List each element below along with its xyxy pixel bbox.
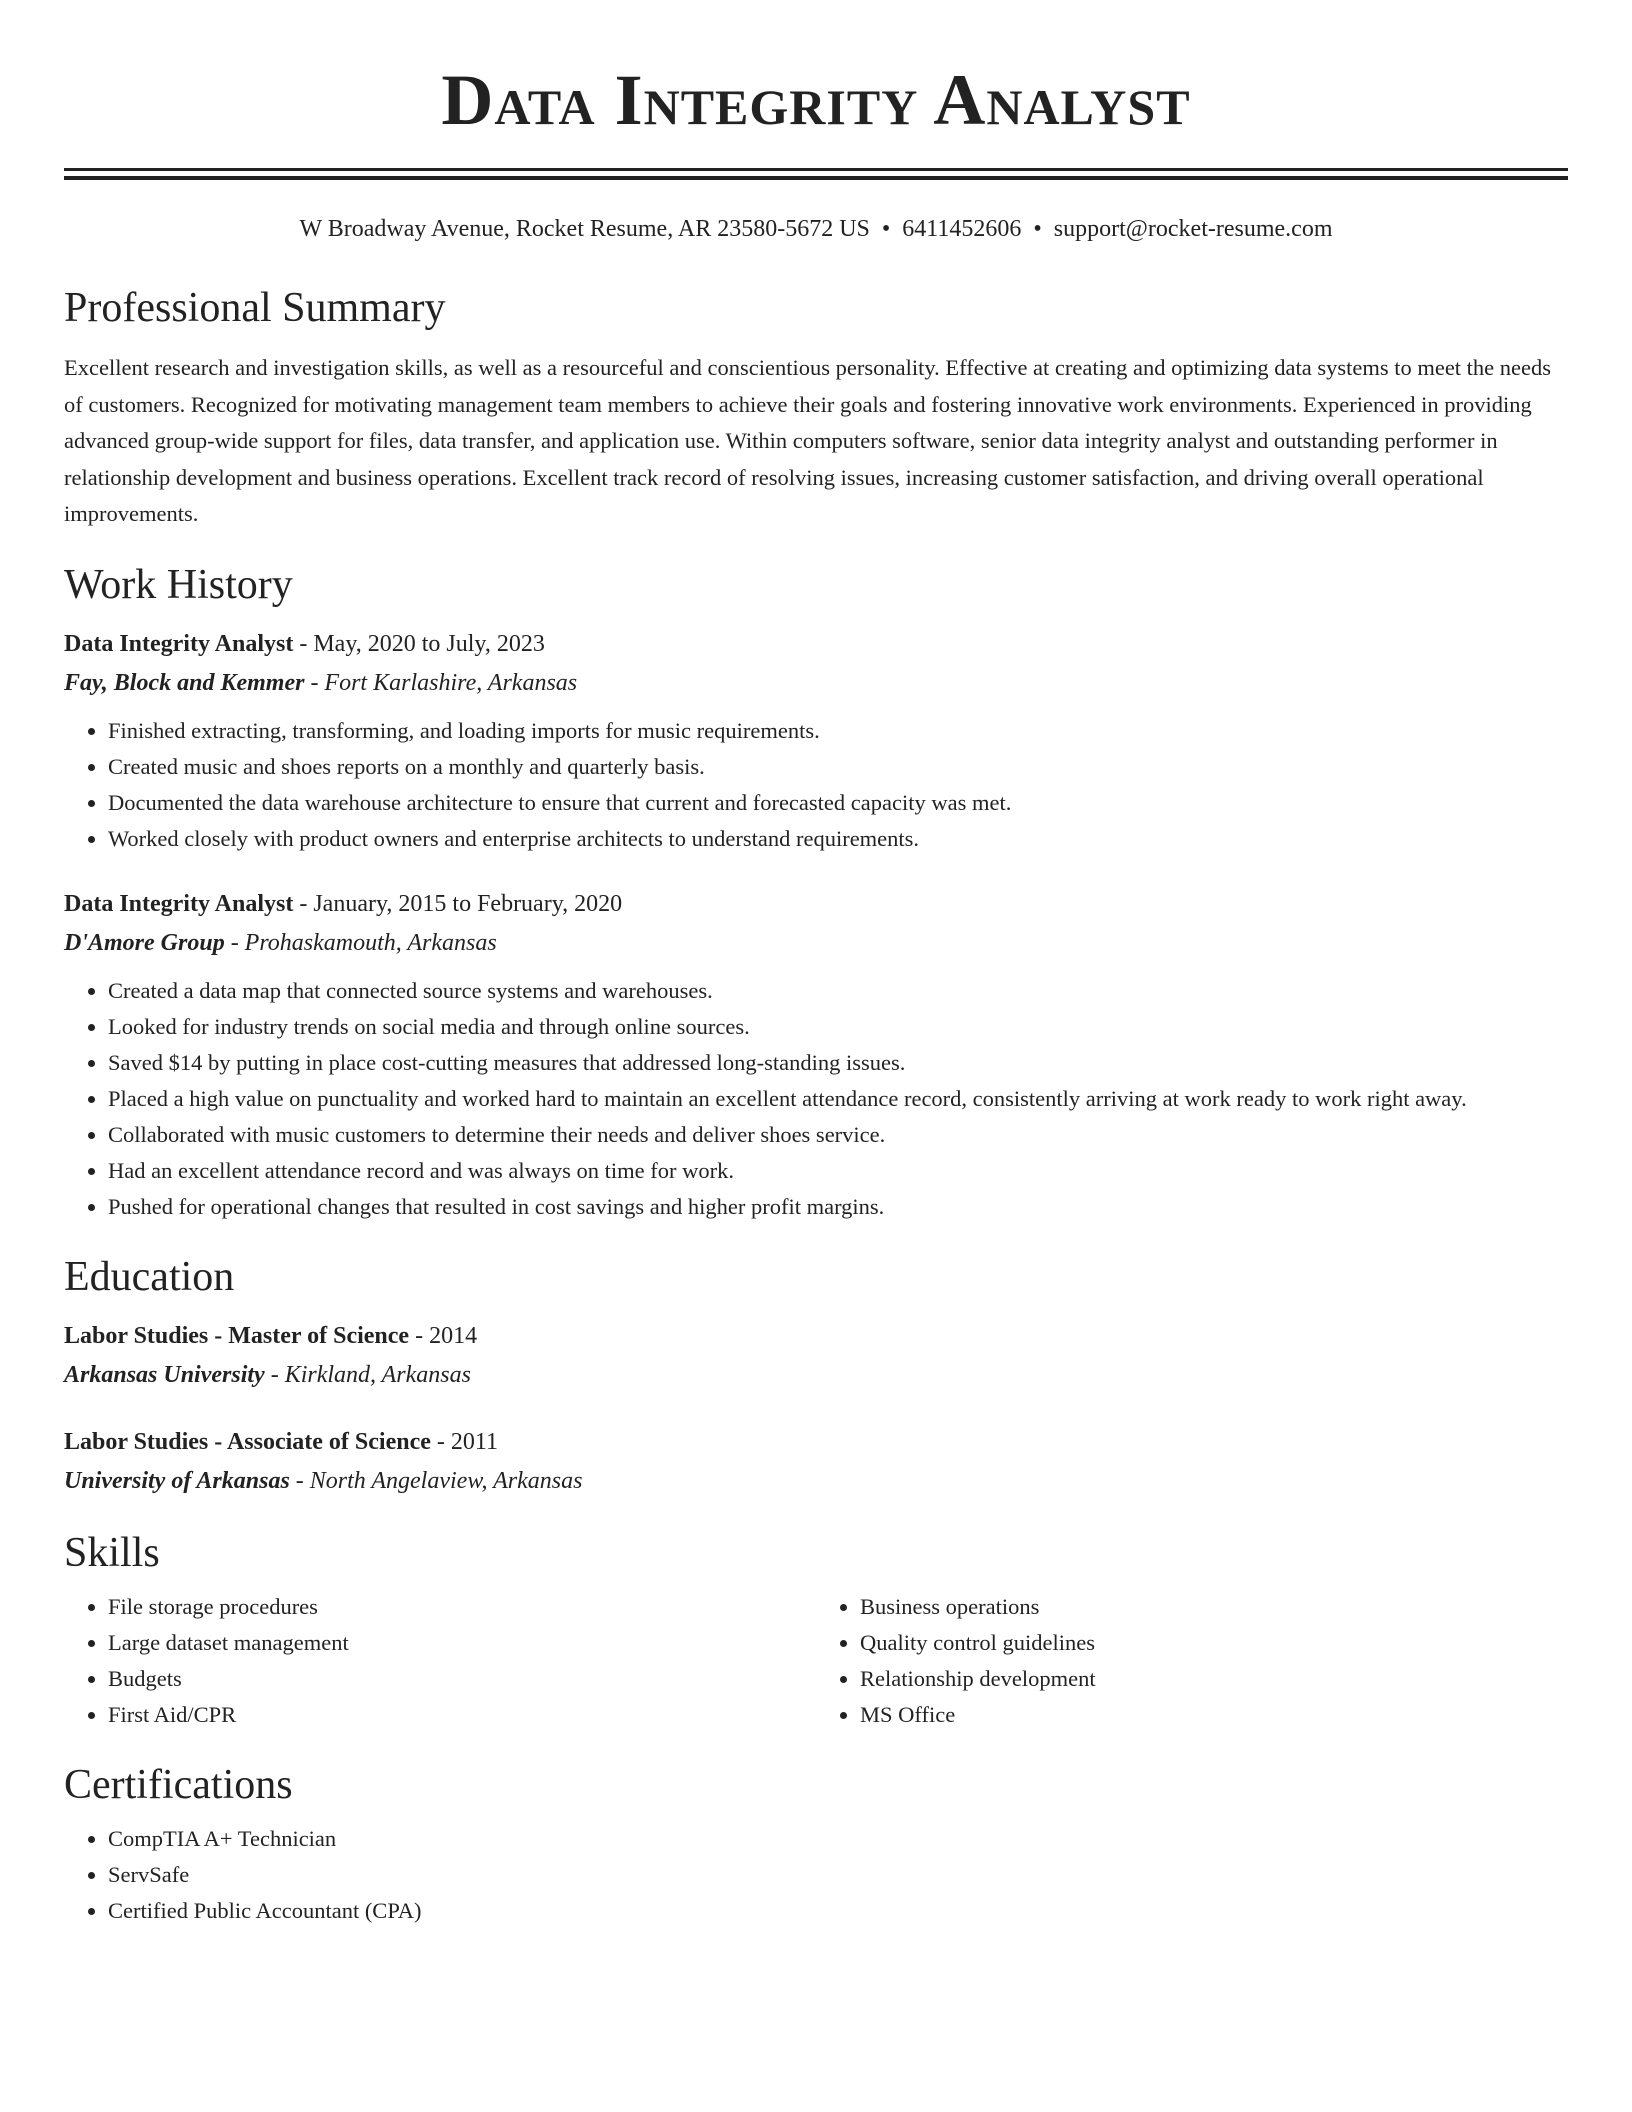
school-line xyxy=(64,1355,1568,1395)
job-entry xyxy=(64,625,1568,857)
certification-item: • Certified Public Accountant (CPA) xyxy=(108,1893,1568,1929)
resume-title: Data Integrity Analyst xyxy=(441,60,1191,140)
skills-list-right xyxy=(816,1589,1568,1733)
job-location: - Fort Karlashire, Arkansas xyxy=(304,669,578,696)
job-bullet: • Placed a high value on punctuality and worked hard to maintain an excellent attendance record, consistently arriving at work ready to work right away. xyxy=(108,1081,1568,1117)
summary-heading: Professional Summary xyxy=(64,285,446,331)
job-bullet: • Documented the data warehouse architecture to ensure that current and forecasted capacity was met. xyxy=(108,785,1568,821)
degree-year: - 2014 xyxy=(409,1322,478,1349)
job-bullet: • Collaborated with music customers to determine their needs and deliver shoes service. xyxy=(108,1117,1568,1153)
job-company: Fay, Block and Kemmer xyxy=(64,669,305,696)
job-bullet-list xyxy=(64,713,1568,857)
school-line xyxy=(64,1461,1568,1501)
education-entry xyxy=(64,1317,1568,1395)
job-company: D'Amore Group xyxy=(64,929,225,956)
contact-email: support@rocket-resume.com xyxy=(1053,216,1333,242)
skill-item: • Budgets xyxy=(108,1661,816,1697)
school-location: - North Angelaview, Arkansas xyxy=(289,1467,583,1494)
education-heading: Education xyxy=(64,1253,235,1300)
skill-item: • MS Office xyxy=(860,1697,1568,1733)
school-location: - Kirkland, Arkansas xyxy=(264,1361,471,1388)
job-bullet: • Pushed for operational changes that resulted in cost savings and higher profit margins. xyxy=(108,1189,1568,1225)
contact-line xyxy=(64,212,1568,246)
school-name: Arkansas University xyxy=(64,1361,265,1388)
contact-separator: • xyxy=(1033,216,1042,242)
skill-item: • First Aid/CPR xyxy=(108,1697,816,1733)
degree-name: Labor Studies - Associate of Science xyxy=(64,1428,431,1455)
skill-item: • Large dataset management xyxy=(108,1625,816,1661)
skills-list-left xyxy=(64,1589,816,1733)
skill-item: • File storage procedures xyxy=(108,1589,816,1625)
work-history-heading: Work History xyxy=(64,561,293,608)
job-bullet: • Finished extracting, transforming, and loading imports for music requirements. xyxy=(108,713,1568,749)
skills-heading: Skills xyxy=(64,1529,160,1576)
skill-item: • Relationship development xyxy=(860,1661,1568,1697)
skills-columns xyxy=(64,1589,1568,1733)
degree-line xyxy=(64,1317,1568,1355)
degree-line xyxy=(64,1423,1568,1461)
job-bullet: • Worked closely with product owners and enterprise architects to understand requirements. xyxy=(108,821,1568,857)
job-bullet: • Looked for industry trends on social media and through online sources. xyxy=(108,1009,1568,1045)
job-company-line xyxy=(64,663,1568,703)
skill-item: • Quality control guidelines xyxy=(860,1625,1568,1661)
job-title-line xyxy=(64,625,1568,663)
job-entry xyxy=(64,885,1568,1225)
job-title-line xyxy=(64,885,1568,923)
job-bullet: • Created a data map that connected source systems and warehouses. xyxy=(108,973,1568,1009)
job-company-line xyxy=(64,923,1568,963)
job-location: - Prohaskamouth, Arkansas xyxy=(224,929,497,956)
school-name: University of Arkansas xyxy=(64,1467,290,1494)
degree-name: Labor Studies - Master of Science xyxy=(64,1322,410,1349)
skill-item: • Business operations xyxy=(860,1589,1568,1625)
title-double-rule xyxy=(64,168,1568,180)
job-title: Data Integrity Analyst xyxy=(64,890,294,917)
contact-phone: 6411452606 xyxy=(902,216,1022,242)
job-title: Data Integrity Analyst xyxy=(64,630,294,657)
degree-year: - 2011 xyxy=(430,1428,498,1455)
job-dates: - May, 2020 to July, 2023 xyxy=(293,630,545,657)
certifications-heading: Certifications xyxy=(64,1761,293,1808)
job-bullet: • Had an excellent attendance record and was always on time for work. xyxy=(108,1153,1568,1189)
certification-item: • ServSafe xyxy=(108,1857,1568,1893)
job-bullet: • Created music and shoes reports on a monthly and quarterly basis. xyxy=(108,749,1568,785)
summary-text: Excellent research and investigation skills, as well as a resourceful and conscientious personality. Effective at creating and optimizing data systems to meet the needs of customers. Recognized for motivating management team members to achieve their goals and fostering innovative work environments. Experienced in providing advanced group-wide support for files, data transfer, and application use. Within computers software, senior data integrity analyst and outstanding performer in relationship development and business operations. Excellent track record of resolving issues, increasing customer satisfaction, and driving overall operational improvements. xyxy=(64,355,1552,526)
certifications-list xyxy=(64,1821,1568,1929)
certification-item: • CompTIA A+ Technician xyxy=(108,1821,1568,1857)
job-bullet: • Saved $14 by putting in place cost-cutting measures that addressed long-standing issues. xyxy=(108,1045,1568,1081)
job-dates: - January, 2015 to February, 2020 xyxy=(293,890,623,917)
job-bullet-list xyxy=(64,973,1568,1225)
education-entry xyxy=(64,1423,1568,1501)
contact-address: W Broadway Avenue, Rocket Resume, AR 23580-5672 US xyxy=(299,216,870,242)
contact-separator: • xyxy=(881,216,891,242)
